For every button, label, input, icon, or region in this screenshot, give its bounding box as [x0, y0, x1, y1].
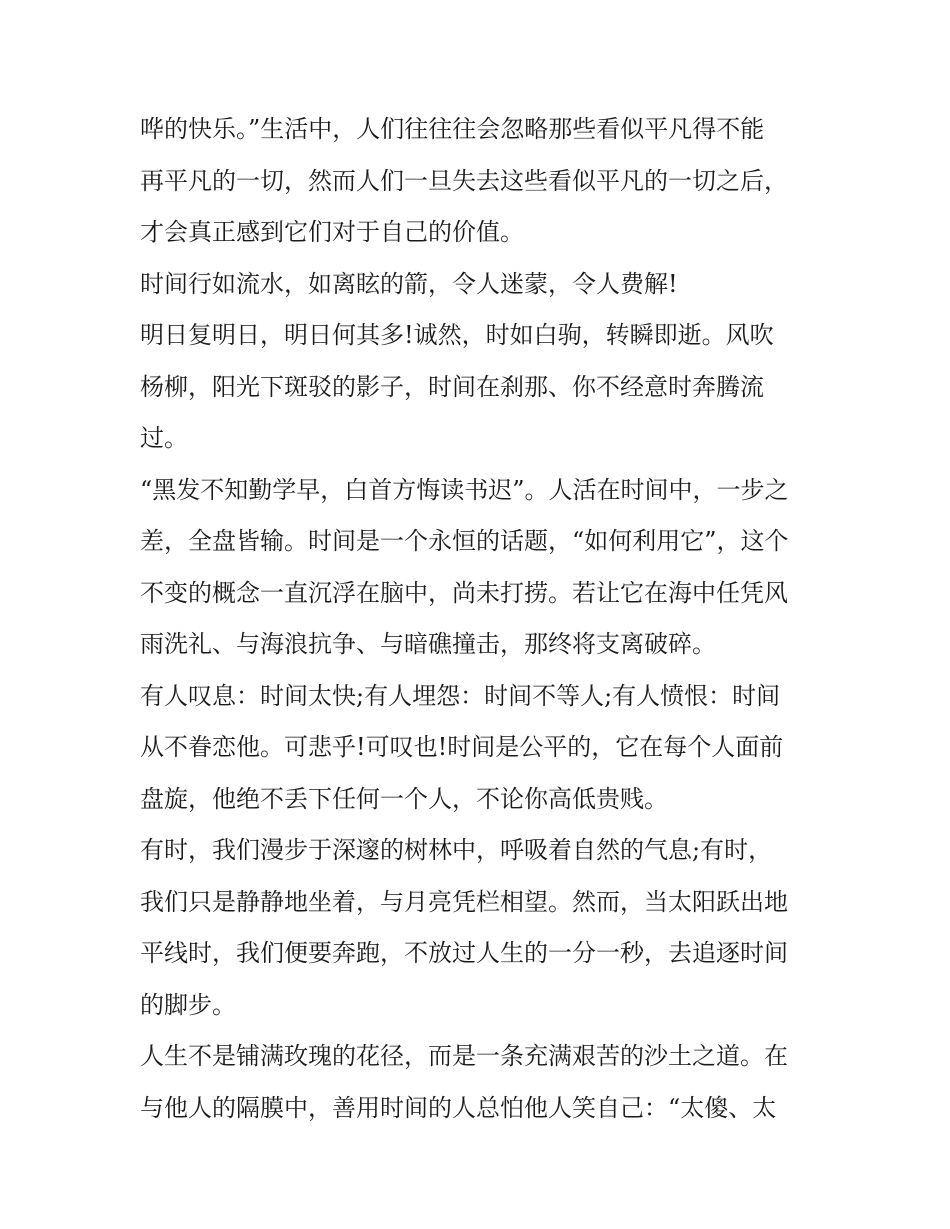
text-line: 有时，我们漫步于深邃的树林中，呼吸着自然的气息;有时， [140, 836, 773, 864]
text-line: 与他人的隔膜中，善用时间的人总怕他人笑自己：“太傻、太 [140, 1093, 777, 1122]
text-line: 时间行如流水，如离眩的箭，令人迷蒙，令人费解! [140, 269, 678, 298]
text-line: 哗的快乐。”生活中，人们往往往会忽略那些看似平凡得不能 [140, 115, 765, 143]
text-line: 差，全盘皆输。时间是一个永恒的话题，“如何利用它”，这个 [140, 527, 789, 555]
text-line: 不变的概念一直沉浮在脑中，尚未打捞。若让它在海中任凭风 [140, 578, 788, 607]
text-line: 再平凡的一切，然而人们一旦失去这些看似平凡的一切之后， [140, 166, 788, 195]
text-line: 盘旋，他绝不丢下任何一个人，不论你高低贵贱。 [140, 784, 668, 813]
text-line: 有人叹息：时间太快;有人埋怨：时间不等人;有人愤恨：时间 [140, 681, 781, 710]
text-line: 才会真正感到它们对于自己的价值。 [140, 218, 524, 246]
text-line: 从不眷恋他。可悲乎!可叹也!时间是公平的，它在每个人面前 [140, 733, 784, 761]
text-line: 杨柳，阳光下斑驳的影子，时间在刹那、你不经意时奔腾流 [140, 372, 764, 401]
text-line: 过。 [140, 424, 188, 452]
text-line: 平线时，我们便要奔跑，不放过人生的一分一秒，去追逐时间 [140, 939, 788, 967]
text-line: 明日复明日，明日何其多!诚然，时如白驹，转瞬即逝。风吹 [140, 321, 774, 349]
text-line: 人生不是铺满玫瑰的花径，而是一条充满艰苦的沙土之道。在 [140, 1042, 788, 1070]
text-line: 我们只是静静地坐着，与月亮凭栏相望。然而，当太阳跃出地 [140, 887, 788, 916]
text-line: “黑发不知勤学早，白首方悔读书迟”。人活在时间中，一步之 [140, 475, 789, 504]
text-line: 雨洗礼、与海浪抗争、与暗礁撞击，那终将支离破碎。 [140, 630, 716, 658]
text-line: 的脚步。 [140, 990, 236, 1019]
document-text [140, 104, 830, 1134]
